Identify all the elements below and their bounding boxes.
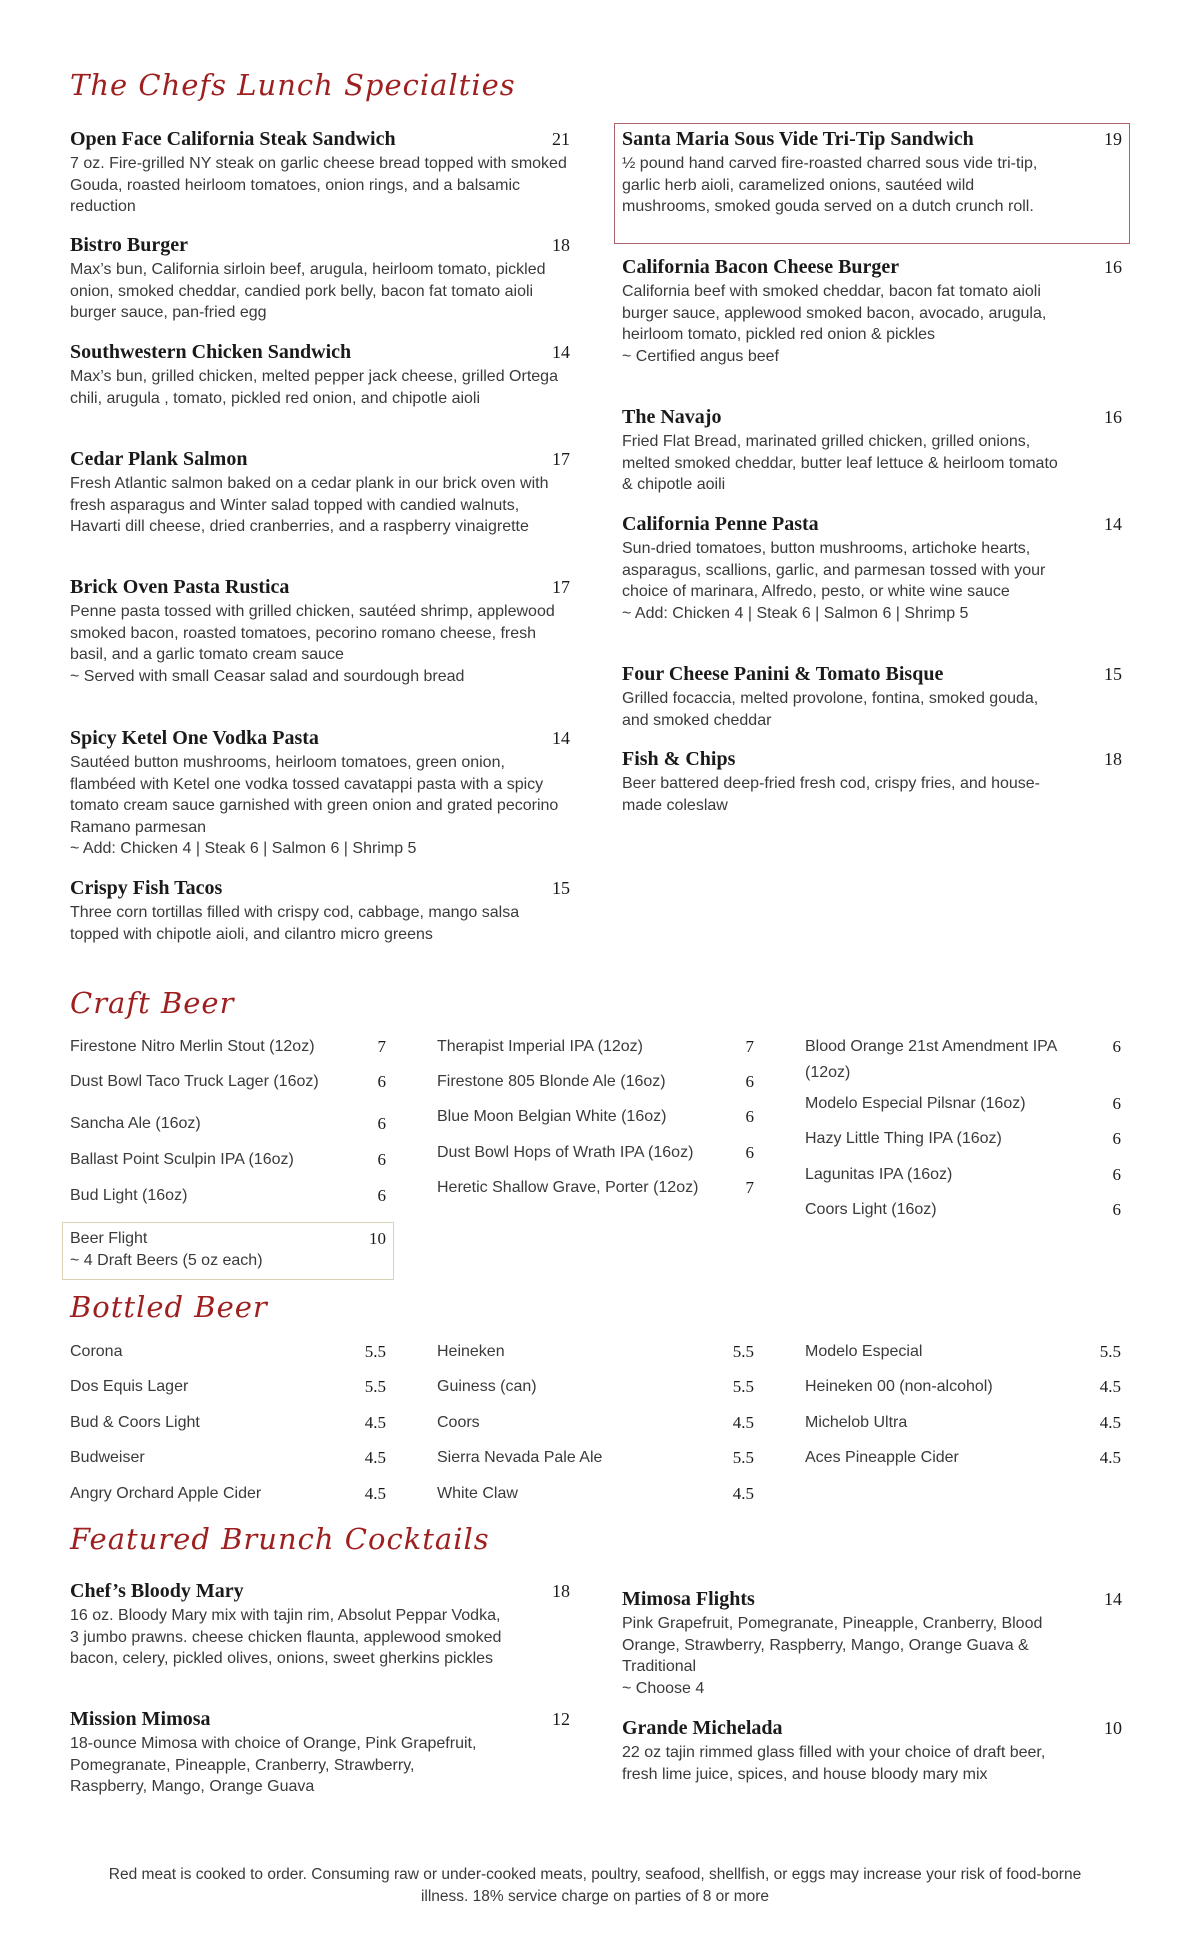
item-description: Fresh Atlantic salmon baked on a cedar plank in our brick oven with fresh asparagus and Winter salad topped with candied walnuts, Havarti dill cheese, dried cranberries, and a raspberry vinaigrette [70, 475, 549, 535]
beer-row [805, 1374, 1121, 1400]
item-description: 22 oz tajin rimmed glass filled with your choice of draft beer, fresh lime juice, spices, and house bloody mary mix [622, 1744, 1046, 1783]
item-price: 12 [552, 1709, 570, 1729]
item-name: Grande Michelada [622, 1717, 783, 1739]
item-price: 18 [552, 235, 570, 255]
item-price: 21 [552, 129, 570, 149]
beer-row [70, 1069, 386, 1095]
beer-price: 6 [1112, 1129, 1121, 1148]
beer-price: 6 [745, 1107, 754, 1126]
beer-name: Bud & Coors Light [70, 1414, 200, 1431]
item-description: Sun-dried tomatoes, button mushrooms, artichoke hearts, asparagus, scallions, garlic, and parmesan tossed with your choice of marinara, Alfredo, pesto, or white wine sauce [622, 540, 1046, 600]
item-note: ~ Add: Chicken 4 | Steak 6 | Salmon 6 | Shrimp 5 [70, 840, 417, 857]
item-price: 15 [552, 878, 570, 898]
item-description: Grilled focaccia, melted provolone, fontina, smoked gouda, and smoked cheddar [622, 690, 1039, 729]
beer-name: Dust Bowl Hops of Wrath IPA (16oz) [437, 1144, 694, 1161]
beer-row [70, 1034, 386, 1060]
item-description: Three corn tortillas filled with crispy cod, cabbage, mango salsa topped with chipotle aioli, and cilantro micro greens [70, 904, 520, 943]
beer-name: Modelo Especial [805, 1343, 923, 1360]
beer-row [805, 1091, 1121, 1117]
item-note: ~ Served with small Ceasar salad and sourdough bread [70, 667, 465, 685]
menu-item [622, 748, 1122, 816]
item-name: Southwestern Chicken Sandwich [70, 341, 352, 363]
item-name: Santa Maria Sous Vide Tri-Tip Sandwich [622, 128, 974, 150]
item-name: Four Cheese Panini & Tomato Bisque [622, 663, 944, 685]
beer-row [437, 1140, 754, 1166]
item-name: Mimosa Flights [622, 1588, 755, 1610]
menu-item [70, 341, 570, 409]
beer-name: Firestone 805 Blonde Ale (16oz) [437, 1073, 666, 1090]
beer-name: Lagunitas IPA (16oz) [805, 1166, 953, 1183]
beer-row [437, 1410, 754, 1436]
item-price: 16 [1104, 407, 1122, 427]
beer-name: Guiness (can) [437, 1378, 537, 1395]
beer-row [437, 1374, 754, 1400]
beer-name: Dust Bowl Taco Truck Lager (16oz) [70, 1073, 319, 1090]
beer-row [437, 1034, 754, 1060]
beer-row [70, 1445, 386, 1471]
beer-row [437, 1175, 754, 1201]
beer-price: 5.5 [732, 1342, 754, 1361]
beer-name: Angry Orchard Apple Cider [70, 1485, 262, 1502]
beer-price: 4.5 [732, 1484, 754, 1503]
menu-item [622, 1717, 1122, 1785]
item-price: 10 [1104, 1718, 1122, 1738]
menu-item [70, 128, 570, 218]
item-price: 14 [552, 728, 570, 748]
beer-price: 6 [1112, 1094, 1121, 1113]
beer-name: Michelob Ultra [805, 1414, 908, 1431]
item-name: California Bacon Cheese Burger [622, 256, 900, 278]
beer-name: Heineken [437, 1343, 505, 1360]
food-safety-disclaimer: Red meat is cooked to order. Consuming raw or under-cooked meats, poultry, seafood, shellfish, or eggs may increase your risk of food-borne illness. 18% service charge on parties of 8 or more [108, 1866, 1082, 1905]
beer-row [70, 1147, 386, 1173]
beer-name: Aces Pineapple Cider [805, 1449, 959, 1466]
beer-row [437, 1481, 754, 1507]
item-price: 18 [552, 1581, 570, 1601]
beer-price: 4.5 [1099, 1377, 1121, 1396]
beer-price: 4.5 [732, 1413, 754, 1432]
section-title-bottled-beer: Bottled Beer [70, 1290, 268, 1324]
beer-flight-row [70, 1226, 386, 1252]
beer-price: 5.5 [364, 1377, 386, 1396]
beer-name: White Claw [437, 1485, 518, 1502]
item-description: 16 oz. Bloody Mary mix with tajin rim, Absolut Peppar Vodka, 3 jumbo prawns. cheese chicken flaunta, applewood smoked bacon, celery, pickled olives, onions, sweet gherkins pickles [70, 1607, 502, 1667]
item-name: The Navajo [622, 406, 722, 428]
menu-item [70, 448, 570, 538]
item-name: California Penne Pasta [622, 513, 819, 535]
item-price: 17 [552, 577, 570, 597]
beer-price: 4.5 [364, 1448, 386, 1467]
beer-price: 7 [377, 1037, 386, 1056]
beer-row [70, 1481, 386, 1507]
beer-price: 4.5 [364, 1484, 386, 1503]
section-title-lunch: The Chefs Lunch Specialties [70, 68, 516, 102]
beer-row [437, 1445, 754, 1471]
item-name: Crispy Fish Tacos [70, 877, 223, 899]
beer-name: Blood Orange 21st Amendment IPA (12oz) [805, 1038, 1057, 1081]
beer-price: 5.5 [732, 1377, 754, 1396]
beer-price: 6 [377, 1114, 386, 1133]
beer-price: 7 [745, 1037, 754, 1056]
beer-name: Sancha Ale (16oz) [70, 1115, 201, 1132]
menu-item [622, 663, 1122, 731]
beer-price: 6 [377, 1186, 386, 1205]
beer-name: Coors Light (16oz) [805, 1201, 937, 1218]
item-price: 16 [1104, 257, 1122, 277]
item-description: 18-ounce Mimosa with choice of Orange, Pink Grapefruit, Pomegranate, Pineapple, Cranberry, Strawberry, Raspberry, Mango, Orange Guava [70, 1735, 477, 1795]
beer-name: Heretic Shallow Grave, Porter (12oz) [437, 1179, 699, 1196]
item-name: Spicy Ketel One Vodka Pasta [70, 727, 319, 749]
beer-name: Coors [437, 1414, 480, 1431]
menu-item [622, 406, 1122, 496]
beer-name: Budweiser [70, 1449, 145, 1466]
menu-item [622, 513, 1122, 624]
beer-name: Therapist Imperial IPA (12oz) [437, 1038, 644, 1055]
item-description: ½ pound hand carved fire-roasted charred sous vide tri-tip, garlic herb aioli, caramelized onions, sautéed wild mushrooms, smoked gouda served on a dutch crunch roll. [622, 155, 1038, 215]
beer-price: 6 [1112, 1200, 1121, 1219]
beer-price: 4.5 [1099, 1448, 1121, 1467]
item-description: Penne pasta tossed with grilled chicken, sautéed shrimp, applewood smoked bacon, roasted tomatoes, pecorino romano cheese, fresh basil, and a garlic tomato cream sauce [70, 603, 555, 663]
menu-item [70, 727, 570, 860]
beer-price: 7 [745, 1178, 754, 1197]
beer-row [437, 1069, 754, 1095]
menu-item-featured [622, 128, 1122, 218]
beer-price: 6 [745, 1072, 754, 1091]
item-description: Pink Grapefruit, Pomegranate, Pineapple, Cranberry, Blood Orange, Strawberry, Raspberry, Mango, Orange Guava & Traditional [622, 1615, 1043, 1675]
item-description: Beer battered deep-fried fresh cod, crispy fries, and house-made coleslaw [622, 775, 1040, 814]
beer-price: 4.5 [1099, 1413, 1121, 1432]
beer-name: Hazy Little Thing IPA (16oz) [805, 1130, 1002, 1147]
beer-name: Blue Moon Belgian White (16oz) [437, 1108, 667, 1125]
beer-name: Beer Flight [70, 1230, 148, 1247]
item-note: ~ Certified angus beef [622, 347, 779, 365]
menu-item [622, 256, 1122, 367]
beer-row [70, 1374, 386, 1400]
beer-name: Bud Light (16oz) [70, 1187, 188, 1204]
item-description: Sautéed button mushrooms, heirloom tomatoes, green onion, flambéed with Ketel one vodka tossed cavatappi pasta with a spicy tomato cream sauce garnished with green onion and grated pecorino Ramano parmesan [70, 754, 559, 836]
menu-item [70, 576, 570, 687]
beer-row [70, 1111, 386, 1137]
beer-row [805, 1034, 1121, 1086]
beer-price: 4.5 [364, 1413, 386, 1432]
item-price: 15 [1104, 664, 1122, 684]
item-name: Mission Mimosa [70, 1708, 211, 1730]
beer-name: Sierra Nevada Pale Ale [437, 1449, 603, 1466]
beer-row [805, 1197, 1121, 1223]
beer-price: 5.5 [364, 1342, 386, 1361]
beer-row [70, 1183, 386, 1209]
section-title-brunch-cocktails: Featured Brunch Cocktails [70, 1522, 490, 1556]
item-price: 19 [1104, 129, 1122, 149]
item-price: 14 [552, 342, 570, 362]
menu-item [70, 1708, 570, 1798]
beer-row [805, 1445, 1121, 1471]
item-description: Fried Flat Bread, marinated grilled chicken, grilled onions, melted smoked cheddar, butter leaf lettuce & heirloom tomato & chipotle aoili [622, 433, 1058, 493]
beer-price: 5.5 [1099, 1342, 1121, 1361]
item-description: Max’s bun, grilled chicken, melted pepper jack cheese, grilled Ortega chili, arugula , tomato, pickled red onion, and chipotle aioli [70, 368, 558, 407]
beer-flight-note: ~ 4 Draft Beers (5 oz each) [70, 1252, 263, 1269]
item-name: Fish & Chips [622, 748, 736, 770]
beer-price: 6 [1112, 1165, 1121, 1184]
item-price: 18 [1104, 749, 1122, 769]
item-price: 14 [1104, 1589, 1122, 1609]
item-price: 14 [1104, 514, 1122, 534]
beer-row [805, 1339, 1121, 1365]
beer-price: 10 [369, 1229, 386, 1248]
beer-name: Dos Equis Lager [70, 1378, 189, 1395]
beer-price: 6 [377, 1150, 386, 1169]
menu-item [70, 234, 570, 324]
item-name: Chef’s Bloody Mary [70, 1580, 244, 1602]
item-price: 17 [552, 449, 570, 469]
item-name: Brick Oven Pasta Rustica [70, 576, 290, 598]
beer-name: Modelo Especial Pilsnar (16oz) [805, 1095, 1026, 1112]
menu-item [622, 1588, 1122, 1699]
beer-row [805, 1410, 1121, 1436]
beer-price: 6 [745, 1143, 754, 1162]
beer-row [70, 1410, 386, 1436]
beer-row [805, 1162, 1121, 1188]
item-name: Open Face California Steak Sandwich [70, 128, 396, 150]
beer-row [437, 1104, 754, 1130]
beer-name: Ballast Point Sculpin IPA (16oz) [70, 1151, 294, 1168]
item-description: Max’s bun, California sirloin beef, arugula, heirloom tomato, pickled onion, smoked cheddar, candied pork belly, bacon fat tomato aioli burger sauce, pan-fried egg [70, 261, 546, 321]
item-name: Cedar Plank Salmon [70, 448, 248, 470]
menu-item [70, 1580, 570, 1670]
beer-row [805, 1126, 1121, 1152]
item-description: California beef with smoked cheddar, bacon fat tomato aioli burger sauce, applewood smoked bacon, avocado, arugula, heirloom tomato, pickled red onion & pickles [622, 283, 1047, 343]
section-title-craft-beer: Craft Beer [70, 986, 235, 1020]
beer-row [70, 1339, 386, 1365]
item-description: 7 oz. Fire-grilled NY steak on garlic cheese bread topped with smoked Gouda, roasted heirloom tomatoes, onion rings, and a balsamic reduction [70, 155, 567, 215]
beer-price: 6 [377, 1072, 386, 1091]
beer-name: Heineken 00 (non-alcohol) [805, 1378, 993, 1395]
beer-name: Corona [70, 1343, 123, 1360]
beer-row [437, 1339, 754, 1365]
item-note: ~ Add: Chicken 4 | Steak 6 | Salmon 6 | Shrimp 5 [622, 604, 969, 622]
menu-item [70, 877, 570, 945]
beer-price: 5.5 [732, 1448, 754, 1467]
item-name: Bistro Burger [70, 234, 188, 256]
beer-name: Firestone Nitro Merlin Stout (12oz) [70, 1038, 315, 1055]
beer-price: 6 [1112, 1037, 1121, 1056]
item-note: ~ Choose 4 [622, 1679, 705, 1697]
